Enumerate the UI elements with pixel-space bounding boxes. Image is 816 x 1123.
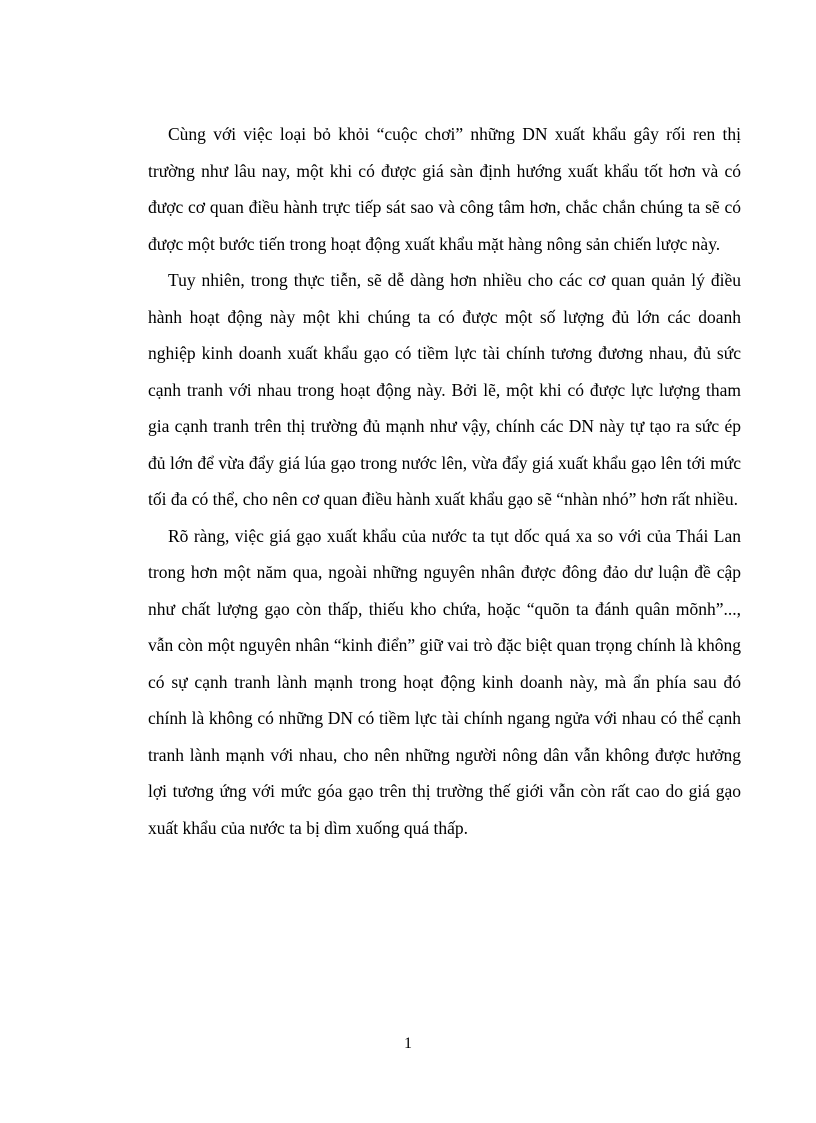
paragraph-1: Cùng với việc loại bỏ khỏi “cuộc chơi” những DN xuất khẩu gây rối ren thị trường như lâu nay, một khi có được giá sàn định hướng xuất khẩu tốt hơn và có được cơ quan điều hành trực tiếp sát sao và công tâm hơn, chắc chắn chúng ta sẽ có được một bước tiến trong hoạt động xuất khẩu mặt hàng nông sản chiến lược này. [148, 124, 741, 254]
document-body [148, 116, 741, 846]
paragraph-2: Tuy nhiên, trong thực tiễn, sẽ dễ dàng hơn nhiều cho các cơ quan quản lý điều hành hoạt động này một khi chúng ta có được một số lượng đủ lớn các doanh nghiệp kinh doanh xuất khẩu gạo có tiềm lực tài chính tương đương nhau, đủ sức cạnh tranh với nhau trong hoạt động này. Bởi lẽ, một khi có được lực lượng tham gia cạnh tranh trên thị trường đủ mạnh như vậy, chính các DN này tự tạo ra sức ép đủ lớn để vừa đẩy giá lúa gạo trong nước lên, vừa đẩy giá xuất khẩu gạo lên tới mức tối đa có thể, cho nên cơ quan điều hành xuất khẩu gạo sẽ “nhàn nhó” hơn rất nhiều. [148, 270, 741, 509]
page-number: 1 [404, 1035, 412, 1052]
paragraph-3: Rõ ràng, việc giá gạo xuất khẩu của nước ta tụt dốc quá xa so với của Thái Lan trong hơn một năm qua, ngoài những nguyên nhân được đông đảo dư luận đề cập như chất lượng gạo còn thấp, thiếu kho chứa, hoặc “quõn ta đánh quân mõnh”..., vẫn còn một nguyên nhân “kinh điển” giữ vai trò đặc biệt quan trọng chính là không có sự cạnh tranh lành mạnh trong hoạt động kinh doanh này, mà ẩn phía sau đó chính là không có những DN có tiềm lực tài chính ngang ngửa với nhau có thể cạnh tranh lành mạnh với nhau, cho nên những người nông dân vẫn không được hưởng lợi tương ứng với mức góa gạo trên thị trường thế giới vẫn còn rất cao do giá gạo xuất khẩu của nước ta bị dìm xuống quá thấp. [148, 525, 741, 838]
